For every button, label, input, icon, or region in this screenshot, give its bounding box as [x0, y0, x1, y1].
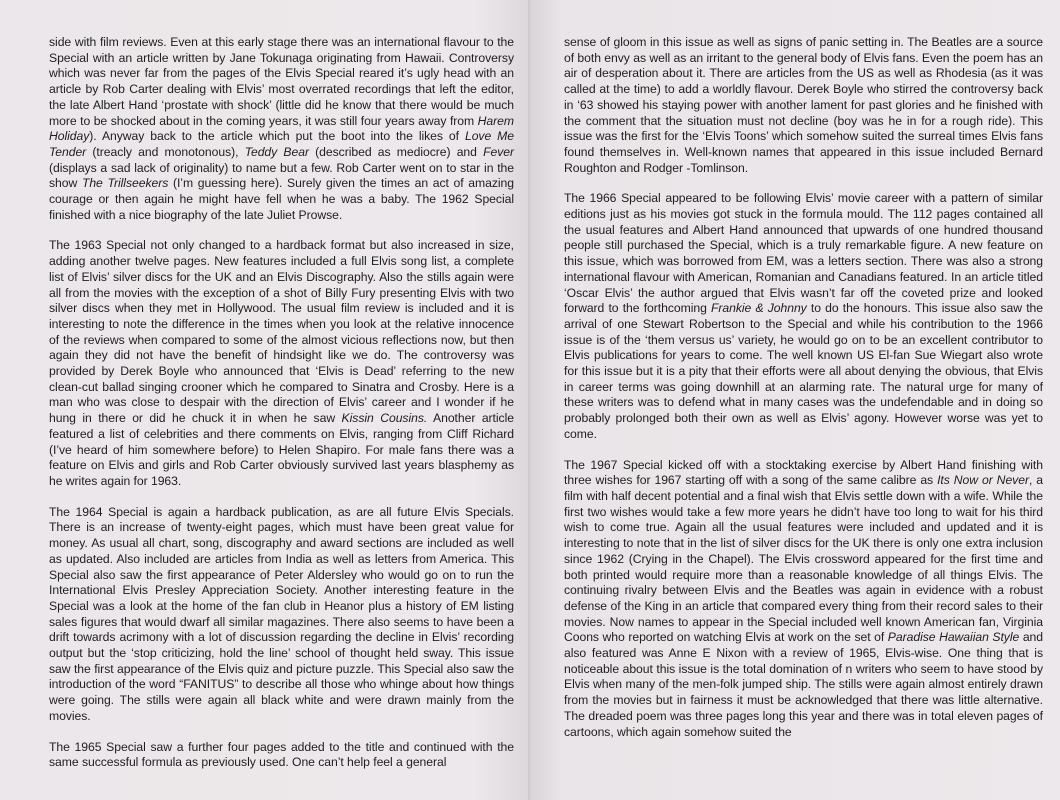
text-run: , a film with half decent potential and a final wish that Elvis settle down with a wife. While the first two wishes would take a few more years he didn’t have too long to wait for his third wish to come true. Again all the usual features were included and updated and it is interesting to note that in the list of silver discs for the UK there is only one extra inclusion since 1962 (Crying in the Chapel). The Elvis crossword appeared for the first time and both printed would require more than a reasonable knowledge of all things Elvis. The continuing rivalry between Elvis and the Beatles was again in evidence with a robust defense of the King in an article that compared every thing from their record sales to their movies. Now names to appear in the Special included well known American fan, Virginia Coons who reported on watching Elvis at work on the set of — [564, 473, 1043, 645]
left-paragraph-4 — [49, 740, 514, 771]
text-run: The 1965 Special saw a further four pages added to the title and continued with the same successful formula as previously used. One can’t help feel a general — [49, 739, 514, 770]
italic-title: Its Now or Never — [937, 473, 1029, 488]
italic-title: Harem Holiday — [49, 113, 514, 144]
italic-title: Frankie & Johnny — [711, 301, 807, 316]
text-run: side with film reviews. Even at this early stage there was an international flavour to the Special with an article written by Jane Tokunaga originating from Hawaii. Controversy which was never far from the pages of the Elvis Special reared it’s ugly head with an article by Rob Carter dealing with Elvis’ most overrated recordings that left the editor, the late Albert Hand ‘prostate with shock’ (little did he know that there would be much more to be shocked about in the coming years, it was still four years away from — [49, 35, 514, 128]
left-paragraph-2 — [49, 238, 514, 489]
text-run: (treacly and monotonous), — [86, 144, 245, 159]
text-run: The 1964 Special is again a hardback publication, as are all future Elvis Specials. There is an increase of twenty-eight pages, which must have been great value for money. As usual all chart, song, discography and award sections are included as well as updated. Also included are articles from India as well as letters from America. This Special also saw the first appearance of Peter Aldersley who would go on to run the International Elvis Presley Appreciation Society. Another interesting feature in the Special was a look at the home of the fan club in Heanor plus a history of EM listing sales figures that would dwarf all similar magazines. There also seems to have been a drift towards acrimony with a lot of discussion regarding the decline in Elvis’ recording output but the ‘stop criticizing, hold the line’ school of thought held sway. This issue saw the first appearance of the Elvis quiz and picture puzzle. This Special also saw the introduction of the word “FANITUS” to describe all those who whinge about how things were going. The stills were again all black white and were drawn mainly from the movies. — [49, 504, 514, 723]
text-run: Another article featured a list of celebrities and there comments on Elvis, ranging from Cliff Richard (I’ve heard of him somewhere before) to Helen Shapiro. For male fans there was a feature on Elvis and girls and Rob Carter obviously survived last years blasphemy as he writes again for 1963. — [49, 411, 514, 488]
text-run: (displays a sad lack of originality) to name but a few. Rob Carter went on to star in the show — [49, 160, 514, 191]
left-paragraph-1 — [49, 35, 514, 223]
text-run: sense of gloom in this issue as well as signs of panic setting in. The Beatles are a source of both envy as well as an irritant to the general body of Elvis fans. Even the poem has an air of desperation about it. There are articles from the US as well as Rhodesia (as it was called at the time) to add a worldly flavour. Derek Boyle who stirred the controversy back in ‘63 showed his staying power with another lament for past glories and he finished with the comment that the situation must not decline (boy was he in for a rough ride). This issue was the first for the ‘Elvis Toons’ which somehow suited the surreal times Elvis fans found themselves in. Well-known names that appeared in this issue included Bernard Roughton and Rodger -Tomlinson. — [564, 35, 1043, 175]
italic-title: Paradise Hawaiian Style — [887, 630, 1020, 645]
italic-title: Teddy Bear — [244, 144, 309, 159]
text-run: and also featured was Anne E Nixon with a review of 1965, Elvis-wise. One thing that is noticeable about this issue is the total domination of n writers who seem to have stood by Elvis when many of the men-folk jumped ship. The stills were again almost entirely drawn from the movies but in fairness it must be acknowledged that there was little alternative. The dreaded poem was three pages long this year and there was in total eleven pages of cartoons, which again somehow suited the — [564, 630, 1043, 739]
text-run: ). Anyway back to the article which put the boot into the likes of — [89, 129, 465, 144]
right-paragraph-3 — [564, 458, 1043, 741]
right-page — [530, 0, 1060, 800]
italic-title: Love Me Tender — [49, 129, 514, 159]
text-run: (described as mediocre) and — [308, 144, 484, 159]
text-run: The 1967 Special kicked off with a stocktaking exercise by Albert Hand finishing with three wishes for 1967 starting off with a song of the same calibre as — [564, 457, 1043, 488]
text-run: The 1963 Special not only changed to a hardback format but also increased in size, adding another twelve pages. New features included a full Elvis song list, a complete list of Elvis’ silver discs for the UK and an Elvis Discography. Also the stills again were all from the movies with the exception of a shot of Billy Fury presenting Elvis with two silver discs when they met in Hollywood. The usual film review is included and it is interesting to note the difference in the times when you look at the relative innocence of the reviews when compared to some of the almost vicious reflections now, but then again they did not have the benefit of hindsight like we do. The controversy was provided by Derek Boyle who announced that ‘Elvis is Dead’ referring to the new clean-cut ballad singing crooner which he compared to Sinatra and Crosby. Here is a man who was close to despair with the direction of Elvis’ career and I wonder if he hung in there or did he chuck it in when he saw — [49, 238, 514, 426]
italic-title: Kissin Cousins. — [341, 411, 428, 426]
right-paragraph-2 — [564, 191, 1043, 442]
italic-title: The Trillseekers — [81, 176, 169, 191]
right-paragraph-1 — [564, 35, 1043, 176]
text-run: (I’m guessing here). Surely given the times an act of amazing courage or then again he might have fell when he was a baby. The 1962 Special finished with a nice biography of the late Juliet Prowse. — [49, 176, 514, 222]
italic-title: Fever — [483, 144, 514, 159]
left-paragraph-3 — [49, 505, 514, 725]
text-run: The 1966 Special appeared to be following Elvis’ movie career with a pattern of similar editions just as his movies got stuck in the formula mould. The 112 pages contained all the usual features and Albert Hand announced that upwards of one hundred thousand people still purchased the Special, which is a truly remarkable figure. A new feature on this issue, which was borrowed from EM, was a letters section. There was also a strong international flavour with American, Romanian and Canadians featured. In an article titled ‘Oscar Elvis’ the author argued that Elvis wasn’t far off the coveted prize and looked forward to the forthcoming — [564, 191, 1043, 316]
text-run: to do the honours. This issue also saw the arrival of one Stewart Robertson to the Special and while his contribution to the 1966 issue is of the ‘them versus us’ variety, he would go on to be an excellent contributor to Elvis publications for years to come. The well known US El-fan Sue Wiegart also wrote for this issue but it is a pity that their efforts were all about denying the obvious, that Elvis in career terms was going downhill at an alarming rate. The natural urge for many of these writers was to defend what in many cases was the undefendable and in doing so probably prolonged both their own as well as Elvis’ agony. However worse was yet to come. — [564, 301, 1043, 441]
